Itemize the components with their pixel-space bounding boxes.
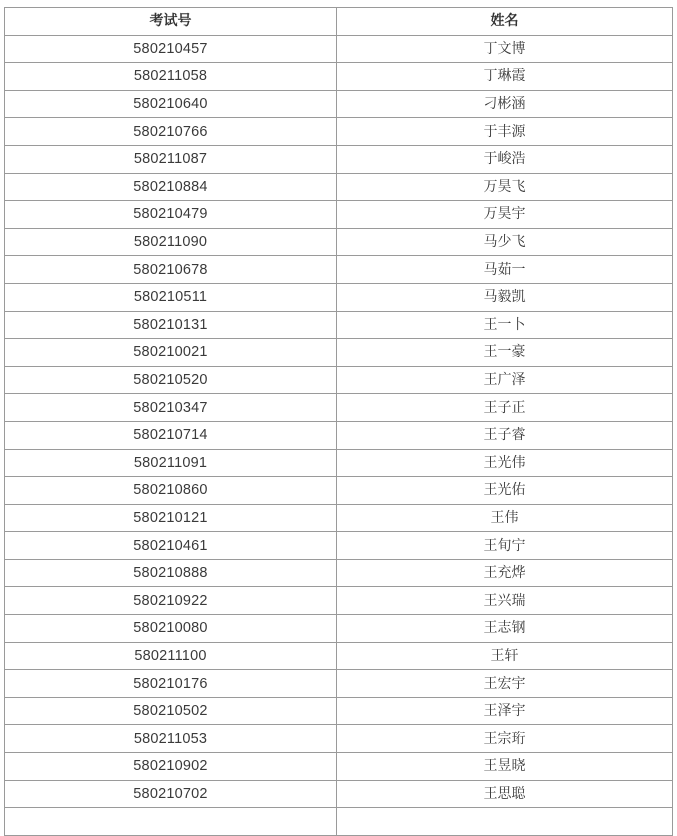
name-cell: 王宏宇	[337, 670, 673, 698]
exam-id-cell: 580210511	[5, 283, 337, 311]
exam-id-cell: 580210121	[5, 504, 337, 532]
exam-id-cell: 580210461	[5, 532, 337, 560]
exam-id-cell: 580210702	[5, 780, 337, 808]
table-row	[5, 808, 673, 836]
roster-sheet	[0, 7, 677, 836]
exam-id-cell: 580210884	[5, 173, 337, 201]
table-row	[5, 201, 673, 229]
name-cell: 马少飞	[337, 228, 673, 256]
name-cell: 王昱晓	[337, 753, 673, 781]
exam-id-cell: 580210131	[5, 311, 337, 339]
exam-id-cell: 580211100	[5, 642, 337, 670]
name-cell: 于丰源	[337, 118, 673, 146]
exam-id-cell: 580210922	[5, 587, 337, 615]
name-cell: 王志钢	[337, 615, 673, 643]
exam-id-cell	[5, 808, 337, 836]
exam-id-cell: 580211090	[5, 228, 337, 256]
table-row	[5, 173, 673, 201]
table-row	[5, 63, 673, 91]
name-cell: 王思聪	[337, 780, 673, 808]
name-cell: 丁琳霞	[337, 63, 673, 91]
table-row	[5, 697, 673, 725]
exam-id-cell: 580210520	[5, 366, 337, 394]
exam-id-cell: 580210640	[5, 90, 337, 118]
table-body	[5, 35, 673, 835]
name-cell: 于峻浩	[337, 145, 673, 173]
header-name: 姓名	[337, 8, 673, 36]
table-row	[5, 587, 673, 615]
exam-id-cell: 580210176	[5, 670, 337, 698]
table-row	[5, 311, 673, 339]
table-row	[5, 670, 673, 698]
table-row	[5, 477, 673, 505]
table-row	[5, 504, 673, 532]
table-row	[5, 339, 673, 367]
exam-id-cell: 580210021	[5, 339, 337, 367]
name-cell: 王伟	[337, 504, 673, 532]
table-row	[5, 421, 673, 449]
name-cell	[337, 808, 673, 836]
name-cell: 王充烨	[337, 559, 673, 587]
table-row	[5, 118, 673, 146]
table-row	[5, 725, 673, 753]
name-cell: 王子正	[337, 394, 673, 422]
table-row	[5, 642, 673, 670]
exam-id-cell: 580210714	[5, 421, 337, 449]
exam-id-cell: 580210457	[5, 35, 337, 63]
name-cell: 王轩	[337, 642, 673, 670]
table-row	[5, 90, 673, 118]
header-exam-id: 考试号	[5, 8, 337, 36]
exam-id-cell: 580211091	[5, 449, 337, 477]
name-cell: 王光佑	[337, 477, 673, 505]
exam-id-cell: 580210902	[5, 753, 337, 781]
exam-id-cell: 580211058	[5, 63, 337, 91]
table-row	[5, 228, 673, 256]
name-cell: 王光伟	[337, 449, 673, 477]
name-cell: 王一豪	[337, 339, 673, 367]
exam-id-cell: 580211053	[5, 725, 337, 753]
name-cell: 王广泽	[337, 366, 673, 394]
table-row	[5, 394, 673, 422]
name-cell: 万昊飞	[337, 173, 673, 201]
exam-id-cell: 580210347	[5, 394, 337, 422]
name-cell: 王兴瑞	[337, 587, 673, 615]
exam-id-cell: 580210479	[5, 201, 337, 229]
candidate-table	[4, 7, 673, 836]
table-row	[5, 615, 673, 643]
table-row	[5, 35, 673, 63]
table-row	[5, 145, 673, 173]
exam-id-cell: 580210860	[5, 477, 337, 505]
name-cell: 王一卜	[337, 311, 673, 339]
table-row	[5, 559, 673, 587]
name-cell: 丁文博	[337, 35, 673, 63]
table-row	[5, 753, 673, 781]
name-cell: 刁彬涵	[337, 90, 673, 118]
name-cell: 王子睿	[337, 421, 673, 449]
exam-id-cell: 580210502	[5, 697, 337, 725]
name-cell: 王宗珩	[337, 725, 673, 753]
name-cell: 万昊宇	[337, 201, 673, 229]
table-row	[5, 449, 673, 477]
exam-id-cell: 580210678	[5, 256, 337, 284]
name-cell: 马茹一	[337, 256, 673, 284]
exam-id-cell: 580211087	[5, 145, 337, 173]
table-header-row	[5, 8, 673, 36]
table-row	[5, 532, 673, 560]
table-row	[5, 780, 673, 808]
table-row	[5, 366, 673, 394]
exam-id-cell: 580210766	[5, 118, 337, 146]
exam-id-cell: 580210888	[5, 559, 337, 587]
name-cell: 马毅凯	[337, 283, 673, 311]
name-cell: 王泽宇	[337, 697, 673, 725]
table-row	[5, 256, 673, 284]
exam-id-cell: 580210080	[5, 615, 337, 643]
table-row	[5, 283, 673, 311]
name-cell: 王旬宁	[337, 532, 673, 560]
